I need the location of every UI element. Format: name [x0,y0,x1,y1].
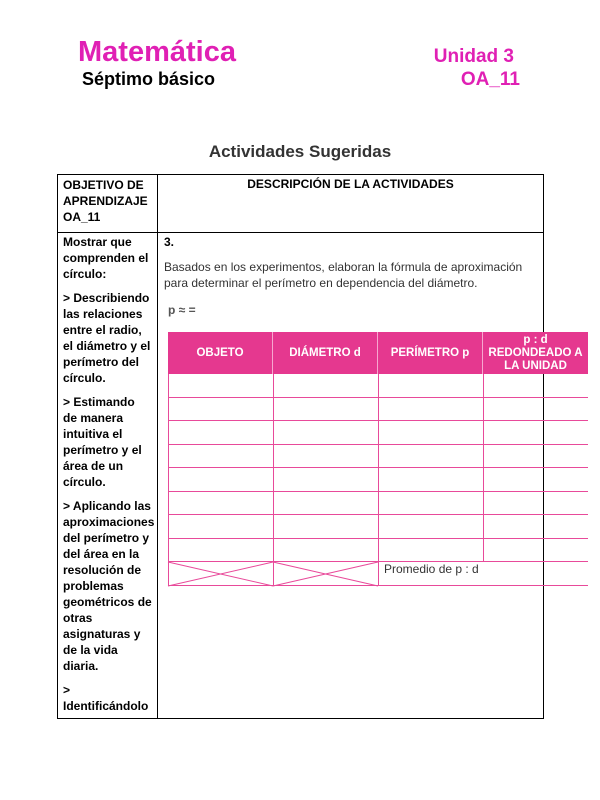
column-header-diameter: DIÁMETRO d [273,332,378,374]
unit-label: Unidad 3 [433,46,514,67]
column-divider [378,374,379,586]
grade-subtitle: Séptimo básico [82,69,216,89]
objective-item: > Identificándolo [63,683,149,713]
objective-header-cell [57,174,158,233]
objective-item: > Describiendo las relaciones entre el radio, el diámetro y el perímetro del círculo. [63,291,151,385]
average-label: Promedio de p : d [384,562,479,576]
formula-text: p ≈ = [168,303,196,317]
objectives-cell [57,232,158,719]
objective-header-line: OA_11 [63,210,101,224]
subject-title: Matemática [78,36,236,68]
section-title: Actividades Sugeridas [208,142,392,161]
column-header-ratio: p : d REDONDEADO A LA UNIDAD [483,332,588,374]
objective-item: > Estimando de manera intuitiva el perímetro y el área de un círculo. [63,395,142,489]
description-header-cell: DESCRIPCIÓN DE LA ACTIVIDADES [157,174,544,233]
objective-header-line: OBJETIVO DE [63,178,144,192]
activity-text: Basados en los experimentos, elaboran la fórmula de aproximación para determinar el perímetro en dependencia del diámetro. [164,260,523,290]
column-divider [273,374,274,586]
activity-number: 3. [164,235,175,249]
measurement-table-clip [168,332,583,644]
oa-label: OA_11 [460,69,520,90]
activities-table [57,174,583,719]
column-header-perimeter: PERÍMETRO p [378,332,483,374]
crossed-out-cells [168,562,378,586]
column-divider [168,374,169,586]
objective-item: > Aplicando las aproximaciones del perímetro y del área en la resolución de problemas geométricos de otras asignaturas y de la vida diaria. [63,499,155,673]
column-header-object: OBJETO [168,332,273,374]
activity-description-cell [157,232,583,719]
objective-item: Mostrar que comprenden el círculo: [63,235,149,281]
column-divider [483,374,484,562]
objective-header-line: APRENDIZAJE [63,194,148,208]
